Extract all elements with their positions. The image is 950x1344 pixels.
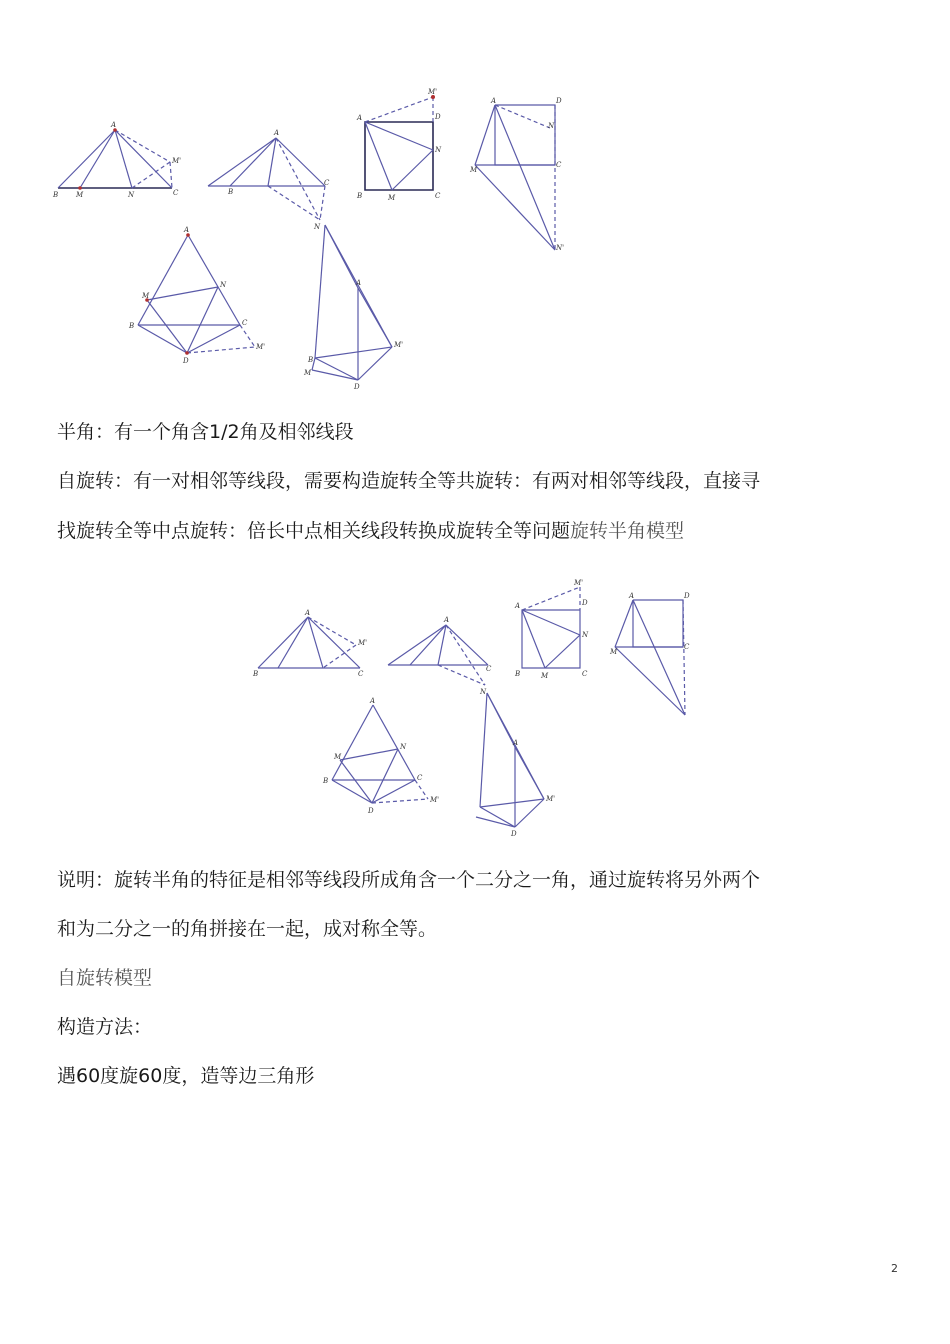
- svg-text:A: A: [515, 602, 521, 610]
- svg-text:M': M': [256, 343, 266, 351]
- svg-text:C: C: [242, 319, 248, 327]
- svg-text:M: M: [541, 672, 549, 680]
- svg-text:B: B: [515, 670, 521, 678]
- svg-text:A: A: [111, 121, 117, 129]
- svg-text:C: C: [556, 161, 562, 169]
- figure-kite-small: [476, 693, 555, 838]
- rotation-types-line-2: [57, 517, 684, 545]
- figure-isosceles-triangle-1-small: [252, 609, 367, 678]
- self-rotation-heading: 自旋转模型: [57, 967, 153, 989]
- svg-text:M: M: [334, 753, 342, 761]
- construct-method-label: 构造方法：: [57, 1016, 153, 1038]
- figure-square-small: [514, 579, 589, 680]
- svg-text:B: B: [357, 192, 363, 200]
- svg-text:N: N: [128, 191, 135, 199]
- figure-isosceles-triangle-2-small: [388, 616, 492, 696]
- svg-text:D: D: [684, 592, 690, 600]
- svg-text:A: A: [444, 616, 450, 624]
- figure-isosceles-triangle-2: [208, 129, 330, 231]
- svg-text:N: N: [548, 122, 555, 130]
- figure-equilateral-d: [128, 226, 265, 365]
- page-number: 2: [891, 1262, 898, 1275]
- svg-text:M': M': [430, 796, 440, 804]
- svg-text:B: B: [308, 356, 314, 364]
- svg-text:A: A: [356, 279, 362, 287]
- svg-text:A: A: [491, 97, 497, 105]
- svg-text:N: N: [314, 223, 321, 231]
- svg-text:C: C: [173, 189, 179, 197]
- rotation-types-line-1: 自旋转：有一对相邻等线段，需要构造旋转全等共旋转：有两对相邻等线段，直接寻: [57, 470, 761, 492]
- svg-text:A: A: [184, 226, 190, 234]
- svg-text:M': M': [546, 795, 556, 803]
- svg-text:B: B: [228, 188, 234, 196]
- svg-text:A: A: [305, 609, 311, 617]
- figure-kite: [303, 225, 403, 391]
- rotation-types-text: 找旋转全等中点旋转：倍长中点相关线段转换成旋转全等问题: [57, 520, 571, 542]
- rule-60-degrees: 遇60度旋60度，造等边三角形: [57, 1065, 315, 1087]
- svg-text:B: B: [253, 670, 259, 678]
- figure-group-top: [50, 85, 590, 391]
- svg-text:D: D: [435, 113, 441, 121]
- svg-text:N: N: [582, 631, 589, 639]
- svg-text:M: M: [470, 166, 478, 174]
- svg-text:N: N: [400, 743, 407, 751]
- svg-text:C: C: [684, 643, 690, 651]
- svg-text:N: N: [435, 146, 442, 154]
- svg-text:A: A: [513, 739, 519, 747]
- svg-text:M': M': [358, 639, 368, 647]
- figure-isosceles-triangle-1: [52, 121, 181, 199]
- svg-text:D: D: [556, 97, 562, 105]
- svg-text:M: M: [76, 191, 84, 199]
- svg-text:D: D: [368, 807, 374, 815]
- svg-text:B: B: [53, 191, 59, 199]
- figure-square-extended: [469, 97, 564, 252]
- svg-text:N': N': [556, 244, 565, 252]
- half-angle-line: 半角：有一个角含1/2角及相邻线段: [57, 421, 354, 443]
- svg-text:C: C: [486, 665, 492, 673]
- svg-text:M': M': [172, 157, 182, 165]
- svg-text:N: N: [220, 281, 227, 289]
- figure-group-middle: [250, 575, 710, 840]
- svg-text:M': M': [428, 88, 438, 96]
- figure-square-extended-small: [609, 592, 690, 715]
- explanation-line-1: 说明：旋转半角的特征是相邻等线段所成角含一个二分之一角，通过旋转将另外两个: [57, 869, 761, 891]
- svg-text:M: M: [388, 194, 396, 202]
- svg-text:M: M: [610, 648, 618, 656]
- figure-square: [356, 88, 442, 202]
- svg-text:M: M: [304, 369, 312, 377]
- svg-text:M: M: [142, 292, 150, 300]
- svg-text:A: A: [274, 129, 280, 137]
- svg-text:C: C: [435, 192, 441, 200]
- svg-text:C: C: [582, 670, 588, 678]
- svg-text:A: A: [629, 592, 635, 600]
- svg-text:A: A: [370, 697, 376, 705]
- figure-equilateral-d-small: [322, 697, 439, 815]
- svg-text:D: D: [354, 383, 360, 391]
- svg-text:B: B: [129, 322, 135, 330]
- svg-text:M': M': [574, 579, 584, 587]
- explanation-line-2: 和为二分之一的角拼接在一起，成对称全等。: [57, 918, 438, 940]
- svg-text:B: B: [323, 777, 329, 785]
- svg-text:A: A: [357, 114, 363, 122]
- svg-text:D: D: [582, 599, 588, 607]
- svg-text:N: N: [480, 688, 487, 696]
- svg-text:C: C: [417, 774, 423, 782]
- svg-text:C: C: [324, 179, 330, 187]
- svg-text:D: D: [183, 357, 189, 365]
- svg-text:M': M': [394, 341, 404, 349]
- svg-text:C: C: [358, 670, 364, 678]
- rotation-half-angle-heading: 旋转半角模型: [570, 520, 685, 542]
- svg-text:D: D: [511, 830, 517, 838]
